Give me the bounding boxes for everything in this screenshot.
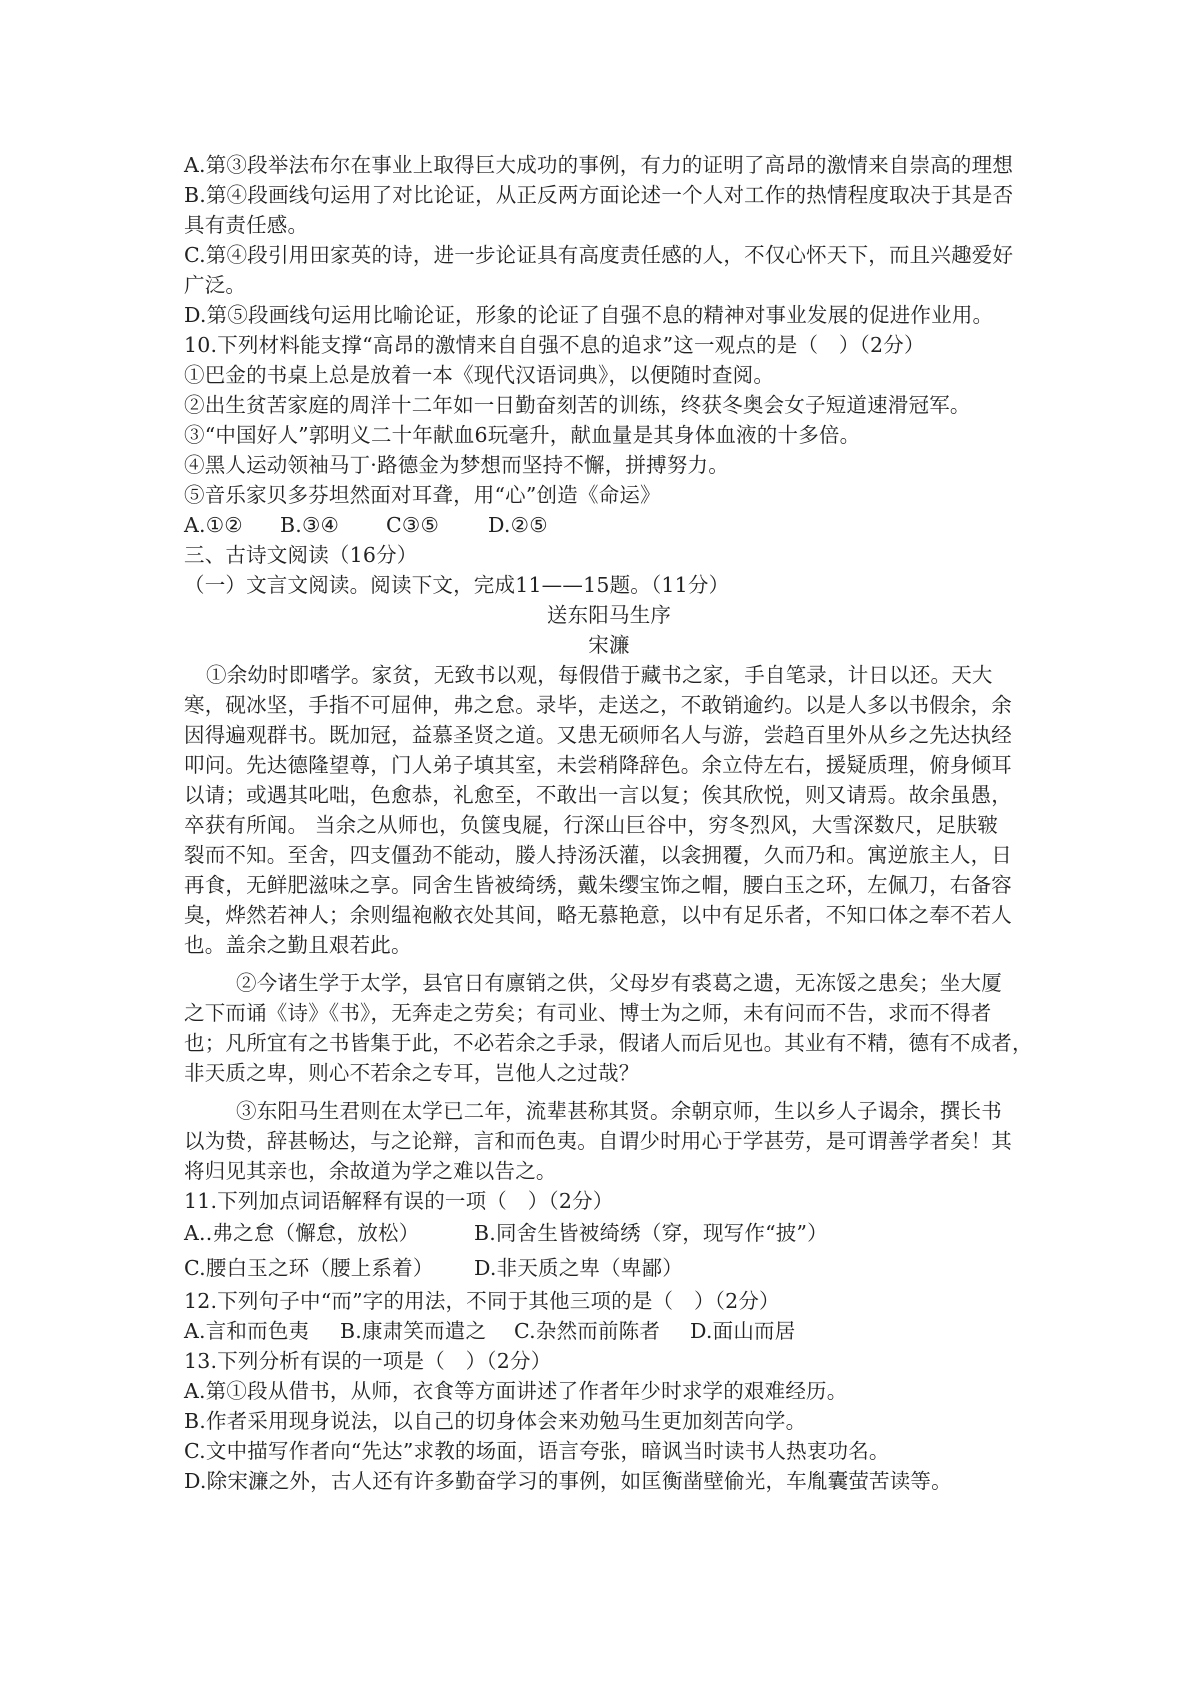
q12-option-d: D.面山而居 bbox=[690, 1319, 796, 1343]
q10-stem: 10.下列材料能支撑“高昂的激情来自自强不息的追求”这一观点的是（ ）（2分） bbox=[184, 333, 925, 357]
q12-stem: 12.下列句子中“而”字的用法，不同于其他三项的是（ ）（2分） bbox=[184, 1289, 780, 1313]
q11-options-row2 bbox=[184, 1250, 1034, 1286]
passage-line: ①余幼时即嗜学。家贫，无致书以观，每假借于藏书之家，手自笔录，计日以还。天大 bbox=[206, 663, 993, 687]
q13-option-d: D.除宋濂之外，古人还有许多勤奋学习的事例，如匡衡凿壁偷光，车胤囊萤苦读等。 bbox=[184, 1469, 952, 1493]
exam-page bbox=[184, 150, 1034, 1496]
q13-option-a: A.第①段从借书，从师，衣食等方面讲述了作者年少时求学的艰难经历。 bbox=[184, 1379, 848, 1403]
q9-option-d: D.第⑤段画线句运用比喻论证，形象的论证了自强不息的精神对事业发展的促进作业用。 bbox=[184, 303, 994, 327]
passage-line: 以为贽，辞甚畅达，与之论辩，言和而色夷。自谓少时用心于学甚劳，是可谓善学者矣！其 bbox=[184, 1129, 1012, 1153]
q9-option-c: C.第④段引用田家英的诗，进一步论证具有高度责任感的人，不仅心怀天下，而且兴趣爱好 bbox=[184, 243, 1014, 267]
q10-option-a: A.①② bbox=[184, 513, 243, 537]
q11-option-c: C.腰白玉之环（腰上系着） bbox=[184, 1256, 434, 1280]
passage-line: 再食，无鲜肥滋味之享。同舍生皆被绮绣，戴朱缨宝饰之帽，腰白玉之环，左佩刀，右备容 bbox=[184, 873, 1012, 897]
passage-line: 也。盖余之勤且艰若此。 bbox=[184, 933, 412, 957]
q12-option-c: C.杂然而前陈者 bbox=[514, 1319, 661, 1343]
q11-option-b: B.同舍生皆被绮绣（穿，现写作“披”） bbox=[474, 1221, 828, 1245]
q10-item: ③“中国好人”郭明义二十年献血6玩毫升，献血量是其身体血液的十多倍。 bbox=[184, 423, 861, 447]
q10-option-c: C③⑤ bbox=[386, 513, 440, 537]
q11-stem: 11.下列加点词语解释有误的一项（ ）（2分） bbox=[184, 1189, 614, 1213]
q12-option-a: A.言和而色夷 bbox=[184, 1319, 310, 1343]
q9-option-c-cont: 广泛。 bbox=[184, 273, 247, 297]
passage-title: 送东阳马生序 bbox=[546, 603, 672, 627]
q9-option-b: B.第④段画线句运用了对比论证，从正反两方面论述一个人对工作的热情程度取决于其是否 bbox=[184, 183, 1014, 207]
passage-line: 臭，烨然若神人；余则缊袍敝衣处其间，略无慕艳意，以中有足乐者，不知口体之奉不若人 bbox=[184, 903, 1012, 927]
passage-paragraph-2 bbox=[184, 968, 1034, 1088]
q9-option-b-cont: 具有责任感。 bbox=[184, 213, 309, 237]
passage-line: 因得遍观群书。既加冠，益慕圣贤之道。又患无硕师名人与游，尝趋百里外从乡之先达执经 bbox=[184, 723, 1012, 747]
q10-item: ②出生贫苦家庭的周洋十二年如一日勤奋刻苦的训练，终获冬奥会女子短道速滑冠军。 bbox=[184, 393, 971, 417]
passage-paragraph-3 bbox=[184, 1096, 1034, 1186]
passage-line: 也；凡所宜有之书皆集于此，不必若余之手录，假诸人而后见也。其业有不精，德有不成者， bbox=[184, 1031, 1033, 1055]
q10-option-d: D.②⑤ bbox=[488, 513, 548, 537]
q10-item: ④黑人运动领袖马丁·路德金为梦想而坚持不懈，拼搏努力。 bbox=[184, 453, 729, 477]
q12-options bbox=[184, 1316, 1034, 1346]
passage-line: 将归见其亲也，余故道为学之难以告之。 bbox=[184, 1159, 557, 1183]
q13-option-c: C.文中描写作者向“先达”求教的场面，语言夸张，暗讽当时读书人热衷功名。 bbox=[184, 1439, 890, 1463]
passage-line: 寒，砚冰坚，手指不可屈伸，弗之怠。录毕，走送之，不敢销逾约。以是人多以书假余，余 bbox=[184, 693, 1012, 717]
passage-line: 以请；或遇其叱咄，色愈恭，礼愈至，不敢出一言以复；俟其欣悦，则又请焉。故余虽愚， bbox=[184, 783, 1012, 807]
passage-line: 裂而不知。至舍，四支僵劲不能动，媵人持汤沃灌，以衾拥覆，久而乃和。寓逆旅主人，日 bbox=[184, 843, 1012, 867]
passage-line: 之下而诵《诗》《书》，无奔走之劳矣；有司业、博士为之师，未有问而不告，求而不得者 bbox=[184, 1001, 992, 1025]
passage-line: ②今诸生学于太学，县官日有廪销之供，父母岁有裘葛之遗，无冻馁之患矣；坐大厦 bbox=[236, 971, 1002, 995]
passage-paragraph-1 bbox=[184, 660, 1034, 960]
q10-options bbox=[184, 510, 1034, 540]
q13-stem: 13.下列分析有误的一项是（ ）（2分） bbox=[184, 1349, 552, 1373]
section-subheading: （一）文言文阅读。阅读下文，完成11——15题。（11分） bbox=[184, 573, 730, 597]
q10-item: ①巴金的书桌上总是放着一本《现代汉语词典》，以便随时查阅。 bbox=[184, 363, 775, 387]
q10-item: ⑤音乐家贝多芬坦然面对耳聋，用“心”创造《命运》 bbox=[184, 483, 661, 507]
q11-option-d: D.非天质之卑（卑鄙） bbox=[474, 1256, 683, 1280]
passage-line: ③东阳马生君则在太学已二年，流辈甚称其贤。余朝京师，生以乡人子谒余，撰长书 bbox=[236, 1099, 1002, 1123]
q13-option-b: B.作者采用现身说法，以自己的切身体会来劝勉马生更加刻苦向学。 bbox=[184, 1409, 807, 1433]
q9-option-a: A.第③段举法布尔在事业上取得巨大成功的事例，有力的证明了高昂的激情来自崇高的理想 bbox=[184, 153, 1014, 177]
passage-line: 叩问。先达德隆望尊，门人弟子填其室，未尝稍降辞色。余立侍左右，援疑质理，俯身倾耳 bbox=[184, 753, 1012, 777]
q10-option-b: B.③④ bbox=[280, 513, 340, 537]
q11-options-row1 bbox=[184, 1216, 1034, 1250]
passage-line: 非天质之卑，则心不若余之专耳，岂他人之过哉？ bbox=[184, 1061, 640, 1085]
passage-author: 宋濂 bbox=[588, 633, 630, 657]
section-heading: 三、古诗文阅读（16分） bbox=[184, 543, 418, 567]
q11-option-a: A..弗之怠（懈怠，放松） bbox=[184, 1221, 420, 1245]
q12-option-b: B.康肃笑而遣之 bbox=[340, 1319, 487, 1343]
passage-line: 卒获有所闻。 当余之从师也，负箧曳屣，行深山巨谷中，穷冬烈风，大雪深数尺，足肤皲 bbox=[184, 813, 999, 837]
